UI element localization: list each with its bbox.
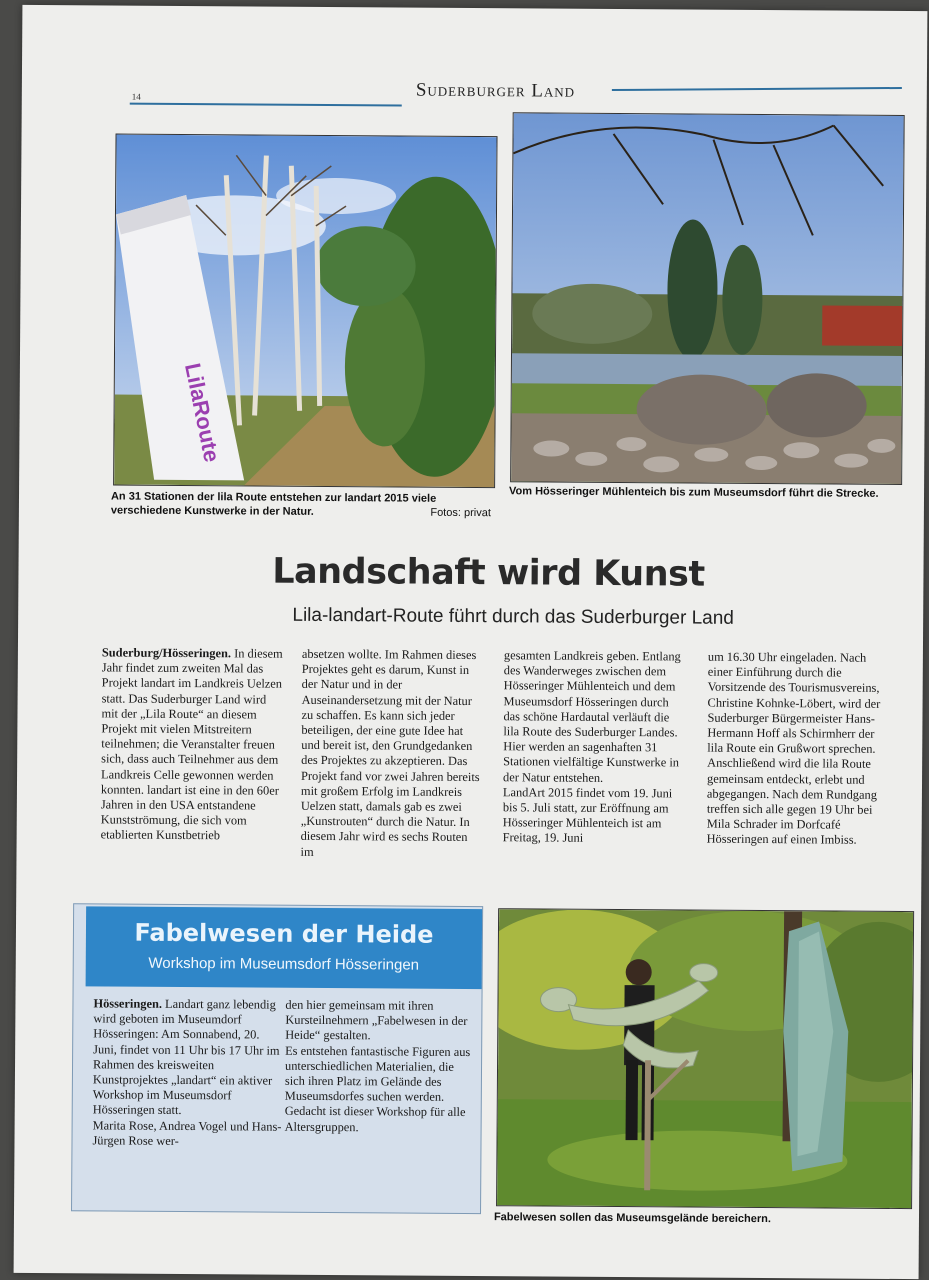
lila-route-banner: LilaRoute <box>180 360 225 465</box>
article-column-1 <box>101 645 284 844</box>
article-headline: Landschaft wird Kunst <box>272 551 705 595</box>
photo-pond-stones <box>510 112 905 485</box>
garden-sculpture-illustration <box>497 909 913 1208</box>
article-col4-text: um 16.30 Uhr eingeladen. Nach einer Einführung durch die Vorsitzende des Tourismusvereins, Christine Kohnke-Löbert, wird der Suderburger Bürgermeister Hans-Hermann Hoff als Schirmherr der lila Route ein Grußwort sprechen. Anschließend wird die lila Route gemeinsam entdeckt, erlebt und abgegangen. Nach dem Rundgang treffen sich alle gegen 19 Uhr bei Mila Schrader im Dorfcafé Hösseringen auf einen Imbiss. <box>706 649 881 848</box>
header-rule-right <box>612 87 902 91</box>
article-col1-text: In diesem Jahr findet zum zweiten Mal das Projekt landart im Landkreis Uelzen statt. Das Suderburger Land wird mit der „Lila Route“ an diesem Projekt mit vielen Mitstreitern teilnehmen; die Veranstalter freuen sich, dass auch Teilnehmer aus dem Landkreis Celle gewonnen werden konnten. landart ist eine in den 60er Jahren in den USA entstandene Kunstströmung, die sich vom etablierten Kunstbetrieb <box>100 646 283 843</box>
workshop-column-2 <box>285 998 476 1136</box>
caption-left-text: An 31 Stationen der lila Route entstehen zur landart 2015 viele verschiedene Kunstwerke in der Natur. <box>110 490 437 518</box>
photo-birch-trees <box>113 134 497 489</box>
article-column-4 <box>707 650 890 849</box>
article-col2-text: absetzen wollte. Im Rahmen dieses Projektes geht es darum, Kunst in der Natur und in der Auseinandersetzung mit der Natur zu schaffen. Es kann sich jeder beteiligen, der eine gute Idee hat und bereit ist, den Grundgedanken des Projektes zu akzeptieren. Das Projekt fand vor zwei Jahren bereits mit großem Erfolg im Landkreis Uelzen statt, damals gab es zwei „Kunstrouten“ durch die Natur. In diesem Jahr wird es sechs Routen im <box>300 646 480 859</box>
photo-fable-creature <box>496 908 914 1209</box>
article-column-2 <box>300 647 483 861</box>
pond-stones-illustration <box>511 113 904 484</box>
workshop-column-1 <box>92 996 283 1149</box>
workshop-col2b-text: Es entstehen fantastische Figuren aus unterschiedlichen Materialien, die sich ihren Platz im Gelände des Museumsdorfes suchen werden. Gedacht ist dieser Workshop für alle Altersgruppen. <box>284 1043 471 1134</box>
caption-left <box>111 489 491 520</box>
workshop-title: Fabelwesen der Heide <box>134 918 434 949</box>
workshop-dateline: Hösseringen. <box>93 996 163 1011</box>
caption-right: Vom Hösseringer Mühlenteich bis zum Museumsdorf führt die Strecke. <box>509 485 879 500</box>
workshop-col1a-text: Landart ganz lebendig wird geboten im Museumdorf Hösseringen: Am Sonnabend, 20. Juni, findet von 11 Uhr bis 17 Uhr im Rahmen des kreisweiten Kunstprojektes „landart“ ein aktiver Workshop im Museumsdorf Hösseringen statt. <box>92 996 280 1118</box>
article-subheadline: Lila-landart-Route führt durch das Suderburger Land <box>292 604 734 629</box>
article-col3a-text: gesamten Landkreis geben. Entlang des Wanderweges zwischen dem Hösseringer Mühlenteich und dem Museumsdorf Hösseringen durch das schöne Hardautal verläuft die lila Route des Suderburger Landes. Hier werden an sagenhaften 31 Stationen vielfältige Kunstwerke in der Natur entstehen. <box>503 648 681 785</box>
birch-trees-illustration <box>114 135 496 488</box>
workshop-col2a-text: den hier gemeinsam mit ihren Kursteilnehmern „Fabelwesen in der Heide“ gestalten. <box>285 997 468 1043</box>
workshop-col1b-text: Marita Rose, Andrea Vogel und Hans-Jürgen Rose wer- <box>92 1117 282 1148</box>
article-column-3 <box>503 648 686 847</box>
workshop-box <box>71 903 483 1214</box>
page-number: 14 <box>131 91 141 102</box>
header-rule-left <box>130 103 402 107</box>
newspaper-page <box>14 5 928 1279</box>
workshop-box-header <box>86 906 483 989</box>
photo-credit: Fotos: privat <box>430 506 491 520</box>
caption-bottom: Fabelwesen sollen das Museumsgelände bereichern. <box>493 1211 771 1226</box>
article-col3b-text: LandArt 2015 findet vom 19. Juni bis 5. Juli statt, zur Eröffnung am Hösseringer Mühlenteich ist am Freitag, 19. Juni <box>502 785 673 846</box>
article-dateline: Suderburg/Hösseringen. <box>101 645 232 661</box>
workshop-subtitle: Workshop im Museumsdorf Hösseringen <box>148 954 420 974</box>
section-masthead: Suderburger Land <box>415 79 576 102</box>
